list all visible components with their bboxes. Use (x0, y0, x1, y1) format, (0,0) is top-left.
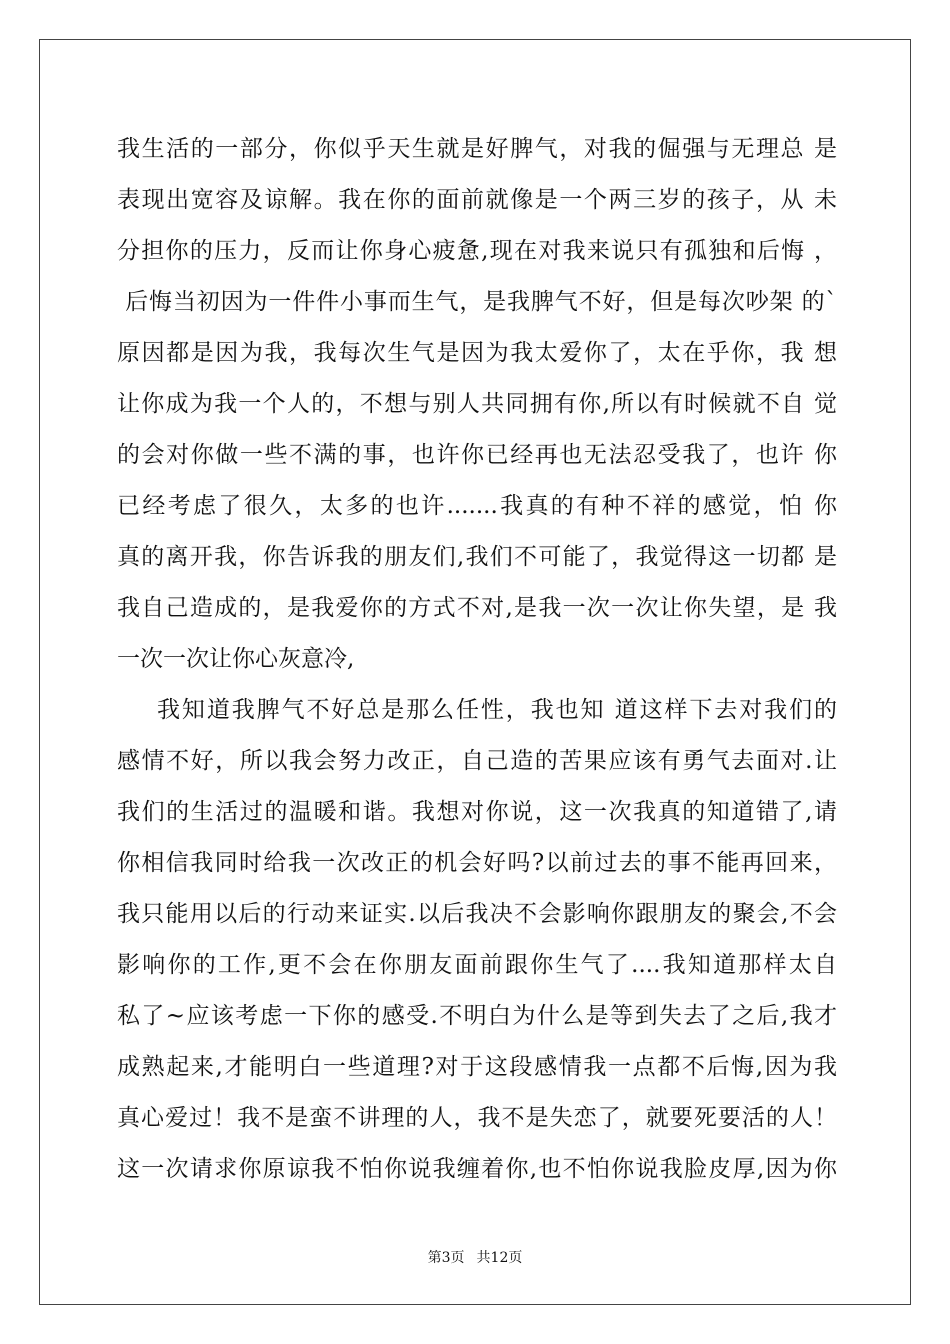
text-line: 私了~应该考虑一下你的感受.不明白为什么是等到失去了之后,我才 (117, 1003, 837, 1029)
text-line: 真的离开我，你告诉我的朋友们,我们不可能了，我觉得这一切都 是 (117, 544, 837, 570)
text-line: 成熟起来,才能明白一些道理?对于这段感情我一点都不后悔,因为我 (117, 1054, 837, 1080)
text-line: 这一次请求你原谅我不怕你说我缠着你,也不怕你说我脸皮厚,因为你 (117, 1156, 837, 1182)
text-line: 让你成为我一个人的，不想与别人共同拥有你,所以有时候就不自 觉 (117, 391, 837, 417)
text-line: 我生活的一部分，你似乎天生就是好脾气，对我的倔强与无理总 是 (117, 136, 837, 162)
text-line: 你相信我同时给我一次改正的机会好吗?以前过去的事不能再回来， (117, 850, 837, 876)
text-line: 分担你的压力，反而让你身心疲惫,现在对我来说只有孤独和后悔 ， (117, 238, 837, 264)
document-body (117, 124, 837, 1195)
page-total: 共12页 (476, 1250, 523, 1266)
text-line: 表现出宽容及谅解。我在你的面前就像是一个两三岁的孩子，从 未 (117, 187, 837, 213)
text-line: 后悔当初因为一件件小事而生气，是我脾气不好，但是每次吵架 的` (117, 289, 837, 315)
text-line: 我自己造成的，是我爱你的方式不对,是我一次一次让你失望，是 我 (117, 595, 837, 621)
text-line: 我们的生活过的温暖和谐。我想对你说，这一次我真的知道错了,请 (117, 799, 837, 825)
page-number: 第3页 (427, 1250, 465, 1266)
text-line: 的会对你做一些不满的事，也许你已经再也无法忍受我了，也许 你 (117, 442, 837, 468)
text-line: 我只能用以后的行动来证实.以后我决不会影响你跟朋友的聚会,不会 (117, 901, 837, 927)
page-footer (0, 1247, 950, 1267)
text-line: 影响你的工作,更不会在你朋友面前跟你生气了....我知道那样太自 (117, 952, 837, 978)
text-line: 一次一次让你心灰意冷, (117, 646, 355, 672)
text-line: 原因都是因为我，我每次生气是因为我太爱你了，太在乎你，我 想 (117, 340, 837, 366)
text-line: 感情不好，所以我会努力改正，自己造的苦果应该有勇气去面对.让 (117, 748, 837, 774)
text-line: 已经考虑了很久，太多的也许.......我真的有种不祥的感觉，怕 你 (117, 493, 837, 519)
paragraph-start-line: 我知道我脾气不好总是那么任性，我也知 道这样下去对我们的 (157, 697, 837, 723)
text-line: 真心爱过！我不是蛮不讲理的人，我不是失恋了，就要死要活的人！ (117, 1105, 837, 1131)
